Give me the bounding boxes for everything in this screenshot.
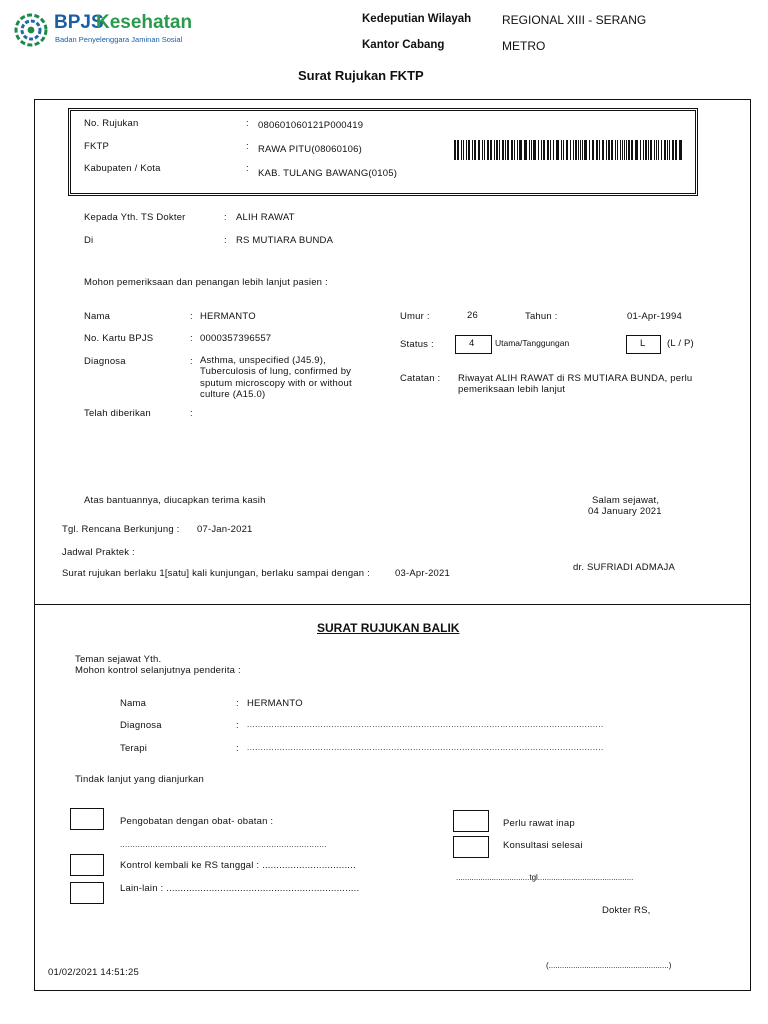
fktp-label: FKTP: [84, 141, 110, 152]
kedeputian-label: Kedeputian Wilayah: [362, 13, 472, 25]
kepada-label: Kepada Yth. TS Dokter: [84, 212, 186, 223]
jadwal-label: Jadwal Praktek :: [62, 547, 135, 558]
main-frame: [34, 99, 751, 991]
kantor-value: METRO: [502, 39, 546, 53]
konsultasi-checkbox[interactable]: [453, 836, 489, 858]
section-divider: [34, 604, 750, 605]
balik-diagnosa-label: Diagnosa: [120, 720, 162, 731]
kepada-colon: :: [224, 212, 227, 223]
salam-text: Salam sejawat,: [592, 495, 660, 506]
kartu-colon: :: [190, 333, 193, 344]
pengobatan-label: Pengobatan dengan obat- obatan :: [120, 816, 274, 827]
request-text: Mohon pemeriksaan dan penangan lebih lanjut pasien :: [84, 277, 328, 288]
balik-nama-colon: :: [236, 698, 239, 709]
kepada-value: ALIH RAWAT: [236, 212, 295, 223]
bpjs-logo: [14, 12, 194, 48]
barcode-icon: [454, 140, 686, 160]
letter-date: 04 January 2021: [588, 506, 662, 517]
doctor-name: dr. SUFRIADI ADMAJA: [573, 562, 675, 573]
rawat-inap-label: Perlu rawat inap: [503, 818, 575, 829]
teman-text: Teman sejawat Yth.: [75, 654, 162, 665]
diagnosa-colon: :: [190, 356, 193, 367]
balik-terapi-label: Terapi: [120, 743, 148, 754]
tahun-value: 01-Apr-1994: [627, 311, 683, 322]
balik-title: SURAT RUJUKAN BALIK: [317, 621, 460, 635]
fktp-value: RAWA PITU(08060106): [258, 144, 362, 155]
balik-terapi-dots[interactable]: ...................................................................................................................................: [247, 743, 604, 752]
lain-lain-checkbox[interactable]: [70, 882, 104, 904]
fktp-colon: :: [246, 141, 249, 152]
di-value: RS MUTIARA BUNDA: [236, 235, 334, 246]
telah-diberikan-label: Telah diberikan: [84, 408, 151, 419]
di-label: Di: [84, 235, 94, 246]
balik-terapi-colon: :: [236, 743, 239, 754]
catatan-label: Catatan :: [400, 373, 441, 384]
status-value: 4: [469, 338, 475, 349]
pengobatan-checkbox[interactable]: [70, 808, 104, 830]
kabupaten-label: Kabupaten / Kota: [84, 163, 161, 174]
tgl-line[interactable]: .................................tgl...........................................: [456, 873, 634, 882]
document-title: Surat Rujukan FKTP: [298, 68, 424, 83]
nama-value: HERMANTO: [200, 311, 256, 322]
rencana-label: Tgl. Rencana Berkunjung :: [62, 524, 180, 535]
kantor-label: Kantor Cabang: [362, 39, 445, 51]
balik-diagnosa-colon: :: [236, 720, 239, 731]
kabupaten-value: KAB. TULANG BAWANG(0105): [258, 168, 398, 179]
berlaku-text: Surat rujukan berlaku 1[satu] kali kunjungan, berlaku sampai dengan :: [62, 568, 370, 579]
bpjs-logo-emblem-icon: [14, 13, 48, 47]
nama-colon: :: [190, 311, 193, 322]
balik-diagnosa-dots[interactable]: ...................................................................................................................................: [247, 720, 604, 729]
logo-subtitle: Badan Penyelenggara Jaminan Sosial: [55, 35, 183, 44]
status-label: Status :: [400, 339, 434, 350]
barcode: [454, 140, 686, 160]
kedeputian-value: REGIONAL XIII - SERANG: [502, 13, 647, 27]
umur-label: Umur :: [400, 311, 430, 322]
di-colon: :: [224, 235, 227, 246]
konsultasi-label: Konsultasi selesai: [503, 840, 583, 851]
logo-brand: BPJS: [54, 12, 104, 33]
sex-value: L: [640, 338, 646, 349]
status-description: Utama/Tanggungan: [495, 338, 570, 348]
signature-line[interactable]: (......................................................): [546, 961, 672, 970]
kartu-value: 0000357396557: [200, 333, 272, 344]
dokter-rs-label: Dokter RS,: [602, 905, 651, 916]
no-rujukan-colon: :: [246, 118, 249, 129]
berlaku-date: 03-Apr-2021: [395, 568, 451, 579]
kabupaten-colon: :: [246, 163, 249, 174]
no-rujukan-value: 080601060121P000419: [258, 120, 364, 131]
umur-value: 26: [467, 310, 478, 321]
kontrol-checkbox[interactable]: [70, 854, 104, 876]
diagnosa-label: Diagnosa: [84, 356, 126, 367]
kartu-label: No. Kartu BPJS: [84, 333, 154, 344]
logo-word: Kesehatan: [96, 12, 193, 33]
tahun-label: Tahun :: [525, 311, 558, 322]
nama-label: Nama: [84, 311, 111, 322]
tindak-text: Tindak lanjut yang dianjurkan: [75, 774, 205, 785]
sex-options: (L / P): [667, 338, 694, 349]
diagnosa-value: Asthma, unspecified (J45.9), Tuberculosis of lung, confirmed by sputum microscopy with or without culture (A15.0): [200, 355, 352, 401]
balik-nama-value: HERMANTO: [247, 698, 303, 709]
catatan-value: Riwayat ALIH RAWAT di RS MUTIARA BUNDA, perlu pemeriksaan lebih lanjut: [458, 373, 693, 396]
thanks-text: Atas bantuannya, diucapkan terima kasih: [84, 495, 266, 506]
telah-diberikan-colon: :: [190, 408, 193, 419]
mohon-text: Mohon kontrol selanjutnya penderita :: [75, 665, 241, 676]
printed-timestamp: 01/02/2021 14:51:25: [48, 967, 139, 978]
lain-lain-label: Lain-lain : ....................................................................: [120, 883, 360, 894]
rencana-value: 07-Jan-2021: [197, 524, 253, 535]
rawat-inap-checkbox[interactable]: [453, 810, 489, 832]
balik-nama-label: Nama: [120, 698, 147, 709]
pengobatan-dots[interactable]: ..................................................................................: [120, 840, 327, 849]
kontrol-label: Kontrol kembali ke RS tanggal : .................................: [120, 860, 356, 871]
no-rujukan-label: No. Rujukan: [84, 118, 139, 129]
